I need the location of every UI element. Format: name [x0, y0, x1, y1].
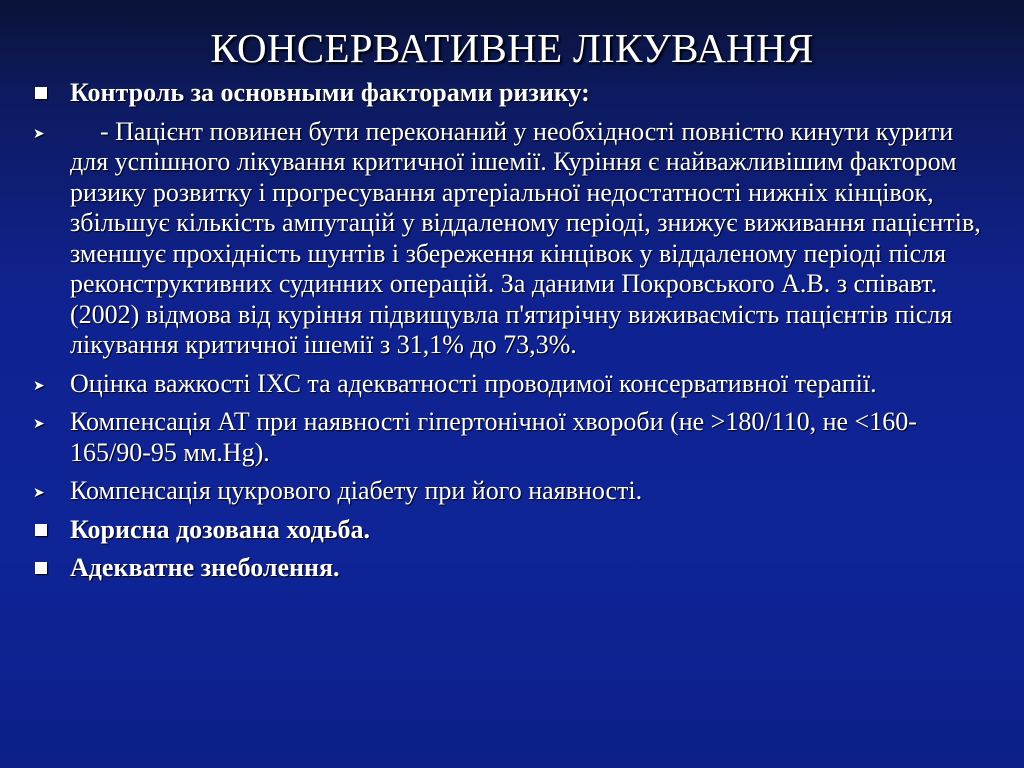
- list-item: [30, 476, 990, 507]
- list-item: [30, 553, 990, 584]
- list-item-text: Адекватне знеболення.: [70, 553, 340, 582]
- list-item-text: Корисна дозована ходьба.: [70, 514, 371, 544]
- list-item: [30, 515, 990, 546]
- list-item: [30, 78, 990, 109]
- square-bullet-icon: [35, 87, 47, 99]
- arrow-bullet-icon: ➤: [33, 377, 45, 394]
- arrow-bullet-icon: ➤: [33, 125, 45, 142]
- square-bullet-icon: [35, 562, 47, 574]
- square-bullet-icon: [35, 524, 47, 536]
- list-item: [30, 407, 990, 468]
- list-item-text: Компенсація АТ при наявності гіпертонічної хвороби (не >180/110, не <160-165/90-95 мм.Hg).: [70, 407, 917, 467]
- list-item: [30, 117, 990, 361]
- list-item: [30, 369, 990, 400]
- arrow-bullet-icon: ➤: [33, 416, 45, 432]
- bullet-list: [30, 78, 990, 592]
- list-item-text: - Пацієнт повинен бути переконаний у необхідності повністю кинути курити для успішного лікування критичної ішемії. Куріння є найважливішим фактором ризику розвитку і прогресування артеріальної недостатності нижніх кінцівок, збільшує кількість ампутацій у віддаленому періоді, знижує виживання пацієнтів, зменшує прохідність шунтів і збереження кінцівок у віддаленому періоді після реконструктивних судинних операцій. За даними Покровського А.В. з співавт. (2002) відмова від куріння підвищувла п'ятирічну виживаємість пацієнтів після лікування критичної ішемії з 31,1% до 73,3%.: [70, 116, 981, 359]
- list-item-text: Контроль за основными факторами ризику:: [70, 78, 590, 107]
- arrow-bullet-icon: ➤: [33, 485, 45, 501]
- list-item-text: Оцінка важкості ІХС та адекватності проводимої консервативної терапії.: [70, 368, 877, 398]
- list-item-text: Компенсація цукрового діабету при його наявності.: [70, 476, 643, 505]
- slide-title: КОНСЕРВАТИВНЕ ЛІКУВАННЯ: [210, 25, 814, 71]
